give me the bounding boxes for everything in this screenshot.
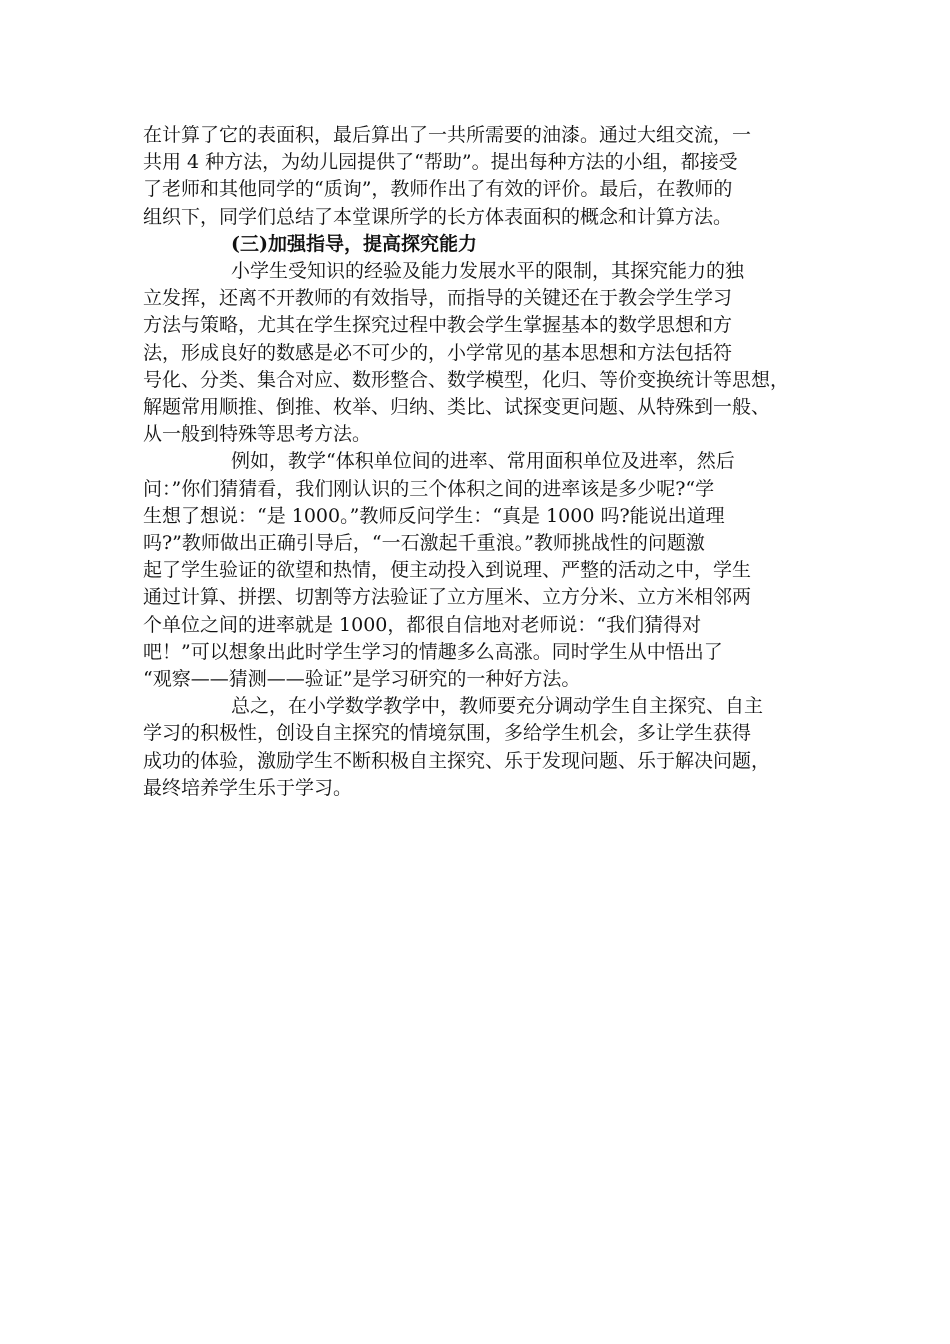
text-line: 方法与策略，尤其在学生探究过程中教会学生掌握基本的数学思想和方: [143, 314, 733, 337]
text-line: 从一般到特殊等思考方法。: [143, 423, 372, 446]
text-line: 组织下，同学们总结了本堂课所学的长方体表面积的概念和计算方法。: [143, 205, 733, 228]
section-heading-paragraph: [143, 231, 813, 258]
text-line: 总之，在小学数学教学中，教师要充分调动学生自主探究、自主: [231, 695, 764, 718]
text-line: 解题常用顺推、倒推、枚举、归纳、类比、试探变更问题、从特殊到一般、: [143, 396, 771, 419]
text-line: 个单位之间的进率就是 1000，都很自信地对老师说：“我们猜得对: [143, 613, 702, 636]
paragraph-1: [143, 122, 813, 231]
text-line: 起了学生验证的欲望和热情，便主动投入到说理、严整的活动之中，学生: [143, 559, 752, 582]
text-line: 生想了想说：“是 1000。”教师反问学生：“真是 1000 吗?能说出道理: [143, 504, 725, 527]
text-line: “观察——猜测——验证”是学习研究的一种好方法。: [143, 668, 581, 691]
text-line: 吗?”教师做出正确引导后，“一石激起千重浪。”教师挑战性的问题激: [143, 532, 705, 555]
text-line: 法，形成良好的数感是必不可少的，小学常见的基本思想和方法包括符: [143, 341, 733, 364]
text-line: 学习的积极性，创设自主探究的情境氛围，多给学生机会，多让学生获得: [143, 722, 752, 745]
text-line: 小学生受知识的经验及能力发展水平的限制，其探究能力的独: [231, 260, 745, 283]
text-line: 了老师和其他同学的“质询”，教师作出了有效的评价。最后，在教师的: [143, 178, 733, 201]
text-line: 在计算了它的表面积，最后算出了一共所需要的油漆。通过大组交流，一: [143, 124, 752, 146]
paragraph-4: [143, 693, 813, 802]
text-line: 立发挥，还离不开教师的有效指导，而指导的关键还在于教会学生学习: [143, 287, 733, 310]
text-line: 号化、分类、集合对应、数形整合、数学模型，化归、等价变换统计等思想，: [143, 368, 790, 391]
section-heading: (三)加强指导，提高探究能力: [231, 232, 477, 255]
text-line: 共用 4 种方法，为幼儿园提供了“帮助”。提出每种方法的小组，都接受: [143, 151, 738, 174]
text-line: 问：”你们猜猜看，我们刚认识的三个体积之间的进率该是多少呢?“学: [143, 477, 715, 500]
text-line: 吧！”可以想象出此时学生学习的情趣多么高涨。同时学生从中悟出了: [143, 640, 723, 663]
text-line: 成功的体验，激励学生不断积极自主探究、乐于发现问题、乐于解决问题，: [143, 749, 771, 772]
document-body: [143, 122, 813, 802]
text-line: 例如，教学“体积单位间的进率、常用面积单位及进率，然后: [231, 450, 735, 473]
text-line: 最终培养学生乐于学习。: [143, 776, 353, 799]
text-line: 通过计算、拼摆、切割等方法验证了立方厘米、立方分米、立方米相邻两: [143, 586, 752, 609]
paragraph-2: [143, 258, 813, 448]
paragraph-3: [143, 448, 813, 693]
